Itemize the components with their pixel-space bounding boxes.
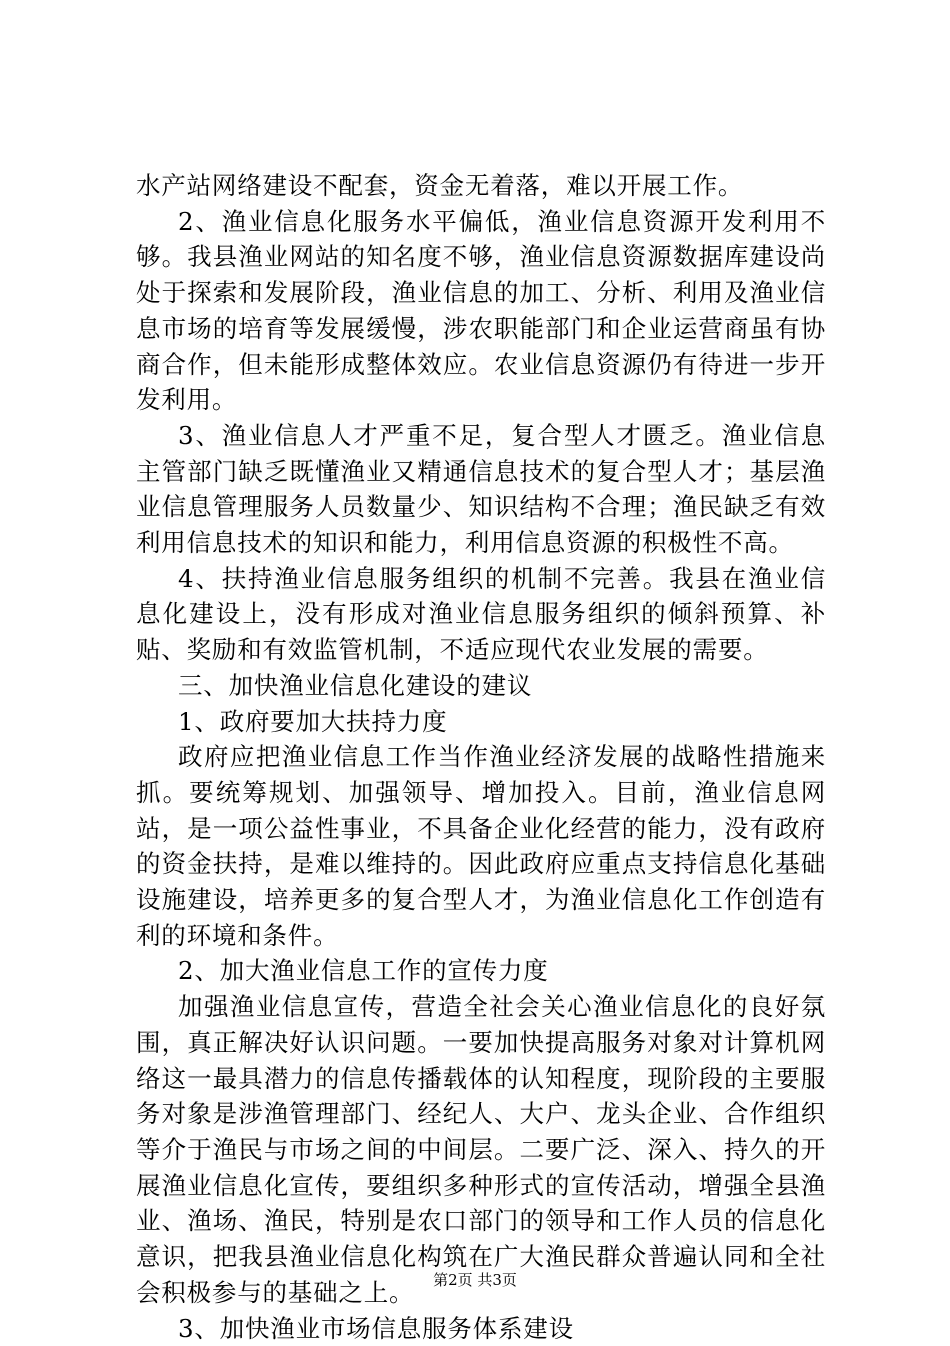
subheading-3: 3、加快渔业市场信息服务体系建设 bbox=[136, 1311, 826, 1346]
page-number-footer: 第2页 共3页 bbox=[0, 1270, 950, 1290]
paragraph-suggestion-2: 加强渔业信息宣传，营造全社会关心渔业信息化的良好氛围，真正解决好认识问题。一要加快提高服务对象对计算机网络这一最具潜力的信息传播载体的认知程度，现阶段的主要服务对象是涉渔管理部门、经纪人、大户、龙头企业、合作组织等介于渔民与市场之间的中间层。二要广泛、深入、持久的开展渔业信息化宣传，要组织多种形式的宣传活动，增强全县渔业、渔场、渔民，特别是农口部门的领导和工作人员的信息化意识，把我县渔业信息化构筑在广大渔民群众普遍认同和全社会积极参与的基础之上。 bbox=[136, 989, 826, 1310]
document-body bbox=[136, 168, 826, 1346]
paragraph-suggestion-1: 政府应把渔业信息工作当作渔业经济发展的战略性措施来抓。要统筹规划、加强领导、增加投入。目前，渔业信息网站，是一项公益性事业，不具备企业化经营的能力，没有政府的资金扶持，是难以维持的。因此政府应重点支持信息化基础设施建设，培养更多的复合型人才，为渔业信息化工作创造有利的环境和条件。 bbox=[136, 739, 826, 953]
subheading-2: 2、加大渔业信息工作的宣传力度 bbox=[136, 953, 826, 989]
paragraph-issue-2: 2、渔业信息化服务水平偏低，渔业信息资源开发利用不够。我县渔业网站的知名度不够，渔业信息资源数据库建设尚处于探索和发展阶段，渔业信息的加工、分析、利用及渔业信息市场的培育等发展缓慢，涉农职能部门和企业运营商虽有协商合作，但未能形成整体效应。农业信息资源仍有待进一步开发利用。 bbox=[136, 204, 826, 418]
paragraph-continuation: 水产站网络建设不配套，资金无着落，难以开展工作。 bbox=[136, 168, 826, 204]
subheading-1: 1、政府要加大扶持力度 bbox=[136, 704, 826, 740]
paragraph-issue-4: 4、扶持渔业信息服务组织的机制不完善。我县在渔业信息化建设上，没有形成对渔业信息服务组织的倾斜预算、补贴、奖励和有效监管机制，不适应现代农业发展的需要。 bbox=[136, 561, 826, 668]
paragraph-issue-3: 3、渔业信息人才严重不足，复合型人才匮乏。渔业信息主管部门缺乏既懂渔业又精通信息技术的复合型人才；基层渔业信息管理服务人员数量少、知识结构不合理；渔民缺乏有效利用信息技术的知识和能力，利用信息资源的积极性不高。 bbox=[136, 418, 826, 561]
section-heading-suggestions: 三、加快渔业信息化建设的建议 bbox=[136, 668, 826, 704]
